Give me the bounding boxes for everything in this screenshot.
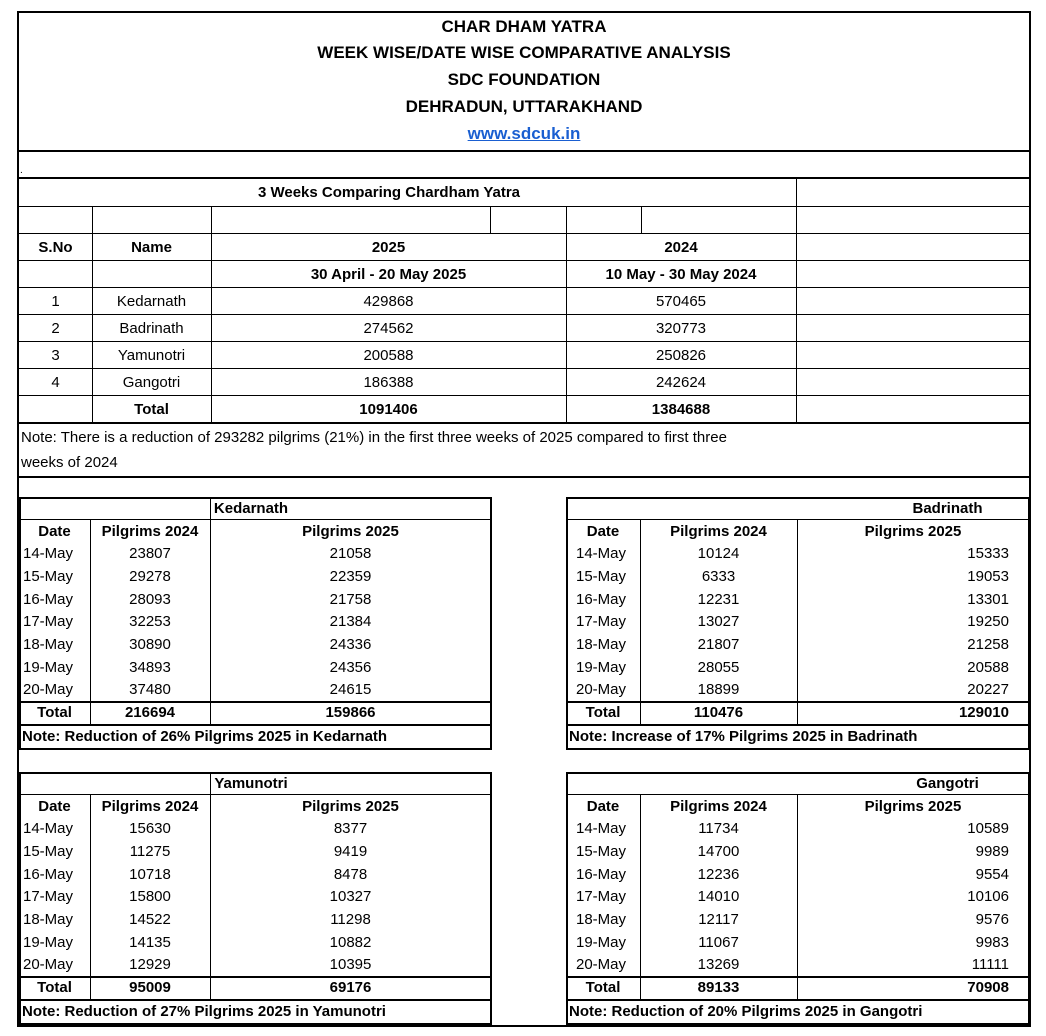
row-pilgrims-2025: 10882 (329, 934, 372, 951)
row-pilgrims-2024: 13027 (697, 613, 740, 630)
row-date: 18-May (576, 911, 627, 928)
row-name: Badrinath (119, 320, 184, 337)
row-value-2024: 320773 (655, 320, 707, 337)
badrinath-note: Note: Increase of 17% Pilgrims 2025 in Badrinath (569, 728, 918, 745)
row-date: 19-May (576, 659, 627, 676)
header-2024: 2024 (664, 239, 698, 256)
row-date: 17-May (23, 888, 74, 905)
row-pilgrims-2024: 14700 (697, 843, 740, 860)
row-pilgrims-2025: 21758 (329, 591, 372, 608)
divider (19, 150, 1029, 152)
summary-note-line-2: weeks of 2024 (21, 454, 118, 471)
row-pilgrims-2024: 23807 (129, 545, 171, 562)
yamunotri-note: Note: Reduction of 27% Pilgrims 2025 in Yamunotri (22, 1003, 386, 1020)
row-date: 14-May (23, 545, 74, 562)
row-date: 19-May (576, 934, 627, 951)
row-pilgrims-2025: 22359 (329, 568, 372, 585)
row-pilgrims-2025: 24615 (329, 681, 372, 698)
grid-line (641, 206, 642, 233)
divider (19, 177, 1029, 179)
kedarnath-note: Note: Reduction of 26% Pilgrims 2025 in Kedarnath (22, 728, 388, 745)
row-pilgrims-2024: 12929 (129, 956, 171, 973)
row-sno: 3 (51, 347, 60, 364)
total-label: Total (585, 704, 621, 721)
col-date: Date (586, 523, 620, 540)
row-date: 15-May (23, 568, 74, 585)
row-date: 19-May (23, 659, 74, 676)
yamunotri-table-title: Yamunotri (214, 775, 288, 792)
row-pilgrims-2024: 15800 (129, 888, 171, 905)
row-date: 16-May (23, 866, 74, 883)
total-pilgrims-2024: 110476 (693, 704, 744, 721)
grid-line (796, 178, 797, 423)
row-name: Kedarnath (116, 293, 187, 310)
row-date: 14-May (23, 820, 74, 837)
row-date: 16-May (576, 866, 627, 883)
row-date: 20-May (576, 681, 627, 698)
document-title: CHAR DHAM YATRA (441, 17, 607, 36)
row-date: 16-May (576, 591, 627, 608)
row-pilgrims-2024: 29278 (129, 568, 171, 585)
total-2024: 1384688 (651, 401, 711, 418)
badrinath-table-title: Badrinath (912, 500, 983, 517)
total-pilgrims-2025: 129010 (958, 704, 1009, 721)
row-date: 18-May (23, 911, 74, 928)
row-pilgrims-2025: 20588 (967, 659, 1009, 676)
row-value-2025: 274562 (363, 320, 414, 337)
row-pilgrims-2024: 10124 (697, 545, 740, 562)
row-pilgrims-2025: 19053 (967, 568, 1009, 585)
organization-location: DEHRADUN, UTTARAKHAND (405, 97, 643, 116)
col-pilgrims-2025: Pilgrims 2025 (302, 798, 399, 815)
total-label: Total (37, 704, 72, 721)
row-pilgrims-2025: 9419 (333, 843, 368, 860)
row-pilgrims-2025: 15333 (967, 545, 1009, 562)
row-pilgrims-2025: 21258 (967, 636, 1009, 653)
row-pilgrims-2025: 8478 (333, 866, 368, 883)
row-pilgrims-2025: 10395 (329, 956, 372, 973)
summary-title: 3 Weeks Comparing Chardham Yatra (257, 184, 521, 201)
grid-line (19, 233, 1029, 234)
row-pilgrims-2024: 37480 (129, 681, 171, 698)
row-date: 15-May (576, 843, 627, 860)
row-pilgrims-2024: 11067 (698, 934, 739, 951)
row-pilgrims-2024: 14522 (129, 911, 171, 928)
gangotri-note: Note: Reduction of 20% Pilgrims 2025 in Gangotri (569, 1003, 923, 1020)
row-sno: 2 (51, 320, 60, 337)
row-pilgrims-2024: 28055 (697, 659, 740, 676)
total-label: Total (134, 401, 169, 418)
row-pilgrims-2025: 11298 (330, 911, 371, 928)
row-pilgrims-2024: 15630 (129, 820, 171, 837)
row-date: 20-May (23, 956, 74, 973)
row-value-2025: 429868 (363, 293, 414, 310)
row-pilgrims-2025: 24336 (329, 636, 372, 653)
total-2025: 1091406 (359, 401, 418, 418)
website-line (19, 124, 1029, 144)
row-date: 15-May (23, 843, 74, 860)
row-pilgrims-2024: 14135 (129, 934, 171, 951)
col-date: Date (38, 523, 71, 540)
total-pilgrims-2025: 70908 (967, 979, 1009, 996)
row-value-2024: 242624 (655, 374, 707, 391)
row-pilgrims-2024: 10718 (129, 866, 171, 883)
row-pilgrims-2025: 11111 (971, 956, 1009, 973)
row-pilgrims-2025: 21384 (329, 613, 372, 630)
row-pilgrims-2024: 34893 (129, 659, 171, 676)
summary-note-line-1: Note: There is a reduction of 293282 pilgrims (21%) in the first three weeks of 2025 compared to first three (21, 429, 727, 446)
row-pilgrims-2024: 6333 (701, 568, 736, 585)
row-pilgrims-2025: 9983 (975, 934, 1009, 951)
row-pilgrims-2024: 30890 (129, 636, 171, 653)
grid-line (490, 206, 491, 233)
col-date: Date (586, 798, 620, 815)
row-date: 18-May (23, 636, 74, 653)
grid-line (19, 206, 1029, 207)
row-pilgrims-2024: 14010 (697, 888, 740, 905)
row-pilgrims-2024: 11734 (698, 820, 739, 837)
row-sno: 4 (51, 374, 60, 391)
col-pilgrims-2025: Pilgrims 2025 (302, 523, 399, 540)
row-value-2024: 250826 (655, 347, 707, 364)
col-pilgrims-2024: Pilgrims 2024 (670, 523, 767, 540)
organization-name: SDC FOUNDATION (447, 70, 601, 89)
document-subtitle: WEEK WISE/DATE WISE COMPARATIVE ANALYSIS (317, 43, 731, 62)
col-pilgrims-2025: Pilgrims 2025 (864, 523, 962, 540)
row-date: 17-May (23, 613, 74, 630)
total-pilgrims-2024: 216694 (124, 704, 176, 721)
range-2024: 10 May - 30 May 2024 (605, 266, 757, 283)
total-pilgrims-2025: 69176 (329, 979, 372, 996)
total-pilgrims-2024: 89133 (697, 979, 740, 996)
col-date: Date (38, 798, 71, 815)
row-pilgrims-2025: 8377 (333, 820, 368, 837)
total-label: Total (585, 979, 621, 996)
row-sno: 1 (51, 293, 60, 310)
row-pilgrims-2024: 13269 (697, 956, 740, 973)
row-date: 14-May (576, 820, 627, 837)
divider (19, 476, 1029, 478)
header-name: Name (131, 239, 172, 256)
row-pilgrims-2024: 32253 (129, 613, 171, 630)
row-date: 20-May (576, 956, 627, 973)
row-date: 17-May (576, 888, 627, 905)
stray-mark: . (20, 165, 23, 176)
row-pilgrims-2024: 21807 (697, 636, 740, 653)
row-pilgrims-2025: 9554 (975, 866, 1009, 883)
row-pilgrims-2024: 18899 (697, 681, 740, 698)
header-2025: 2025 (371, 239, 406, 256)
col-pilgrims-2024: Pilgrims 2024 (101, 523, 199, 540)
row-name: Gangotri (122, 374, 181, 391)
row-date: 20-May (23, 681, 74, 698)
row-pilgrims-2025: 9576 (975, 911, 1009, 928)
range-2025: 30 April - 20 May 2025 (310, 266, 467, 283)
row-date: 17-May (576, 613, 627, 630)
row-pilgrims-2024: 11275 (129, 843, 171, 860)
row-pilgrims-2025: 21058 (329, 545, 372, 562)
row-pilgrims-2025: 13301 (967, 591, 1009, 608)
row-date: 16-May (23, 591, 74, 608)
row-pilgrims-2025: 9989 (975, 843, 1009, 860)
col-pilgrims-2024: Pilgrims 2024 (670, 798, 767, 815)
row-date: 18-May (576, 636, 627, 653)
row-pilgrims-2025: 10327 (329, 888, 372, 905)
row-pilgrims-2025: 24356 (329, 659, 372, 676)
kedarnath-table-title: Kedarnath (213, 500, 289, 517)
col-pilgrims-2024: Pilgrims 2024 (101, 798, 199, 815)
row-date: 15-May (576, 568, 627, 585)
col-pilgrims-2025: Pilgrims 2025 (864, 798, 962, 815)
website-link[interactable]: www.sdcuk.in (467, 124, 581, 143)
row-date: 14-May (576, 545, 627, 562)
row-pilgrims-2025: 20227 (967, 681, 1009, 698)
total-pilgrims-2024: 95009 (129, 979, 171, 996)
total-pilgrims-2025: 159866 (325, 704, 376, 721)
header-sno: S.No (38, 239, 73, 256)
gangotri-table-title: Gangotri (916, 775, 979, 792)
row-value-2025: 186388 (363, 374, 414, 391)
row-date: 19-May (23, 934, 74, 951)
row-pilgrims-2025: 10106 (967, 888, 1009, 905)
total-label: Total (37, 979, 72, 996)
row-pilgrims-2025: 10589 (967, 820, 1009, 837)
row-pilgrims-2024: 28093 (129, 591, 171, 608)
row-value-2024: 570465 (655, 293, 707, 310)
row-pilgrims-2024: 12236 (697, 866, 740, 883)
row-pilgrims-2024: 12117 (698, 911, 739, 928)
row-name: Yamunotri (117, 347, 186, 364)
row-pilgrims-2024: 12231 (697, 591, 740, 608)
row-value-2025: 200588 (363, 347, 414, 364)
row-pilgrims-2025: 19250 (967, 613, 1009, 630)
